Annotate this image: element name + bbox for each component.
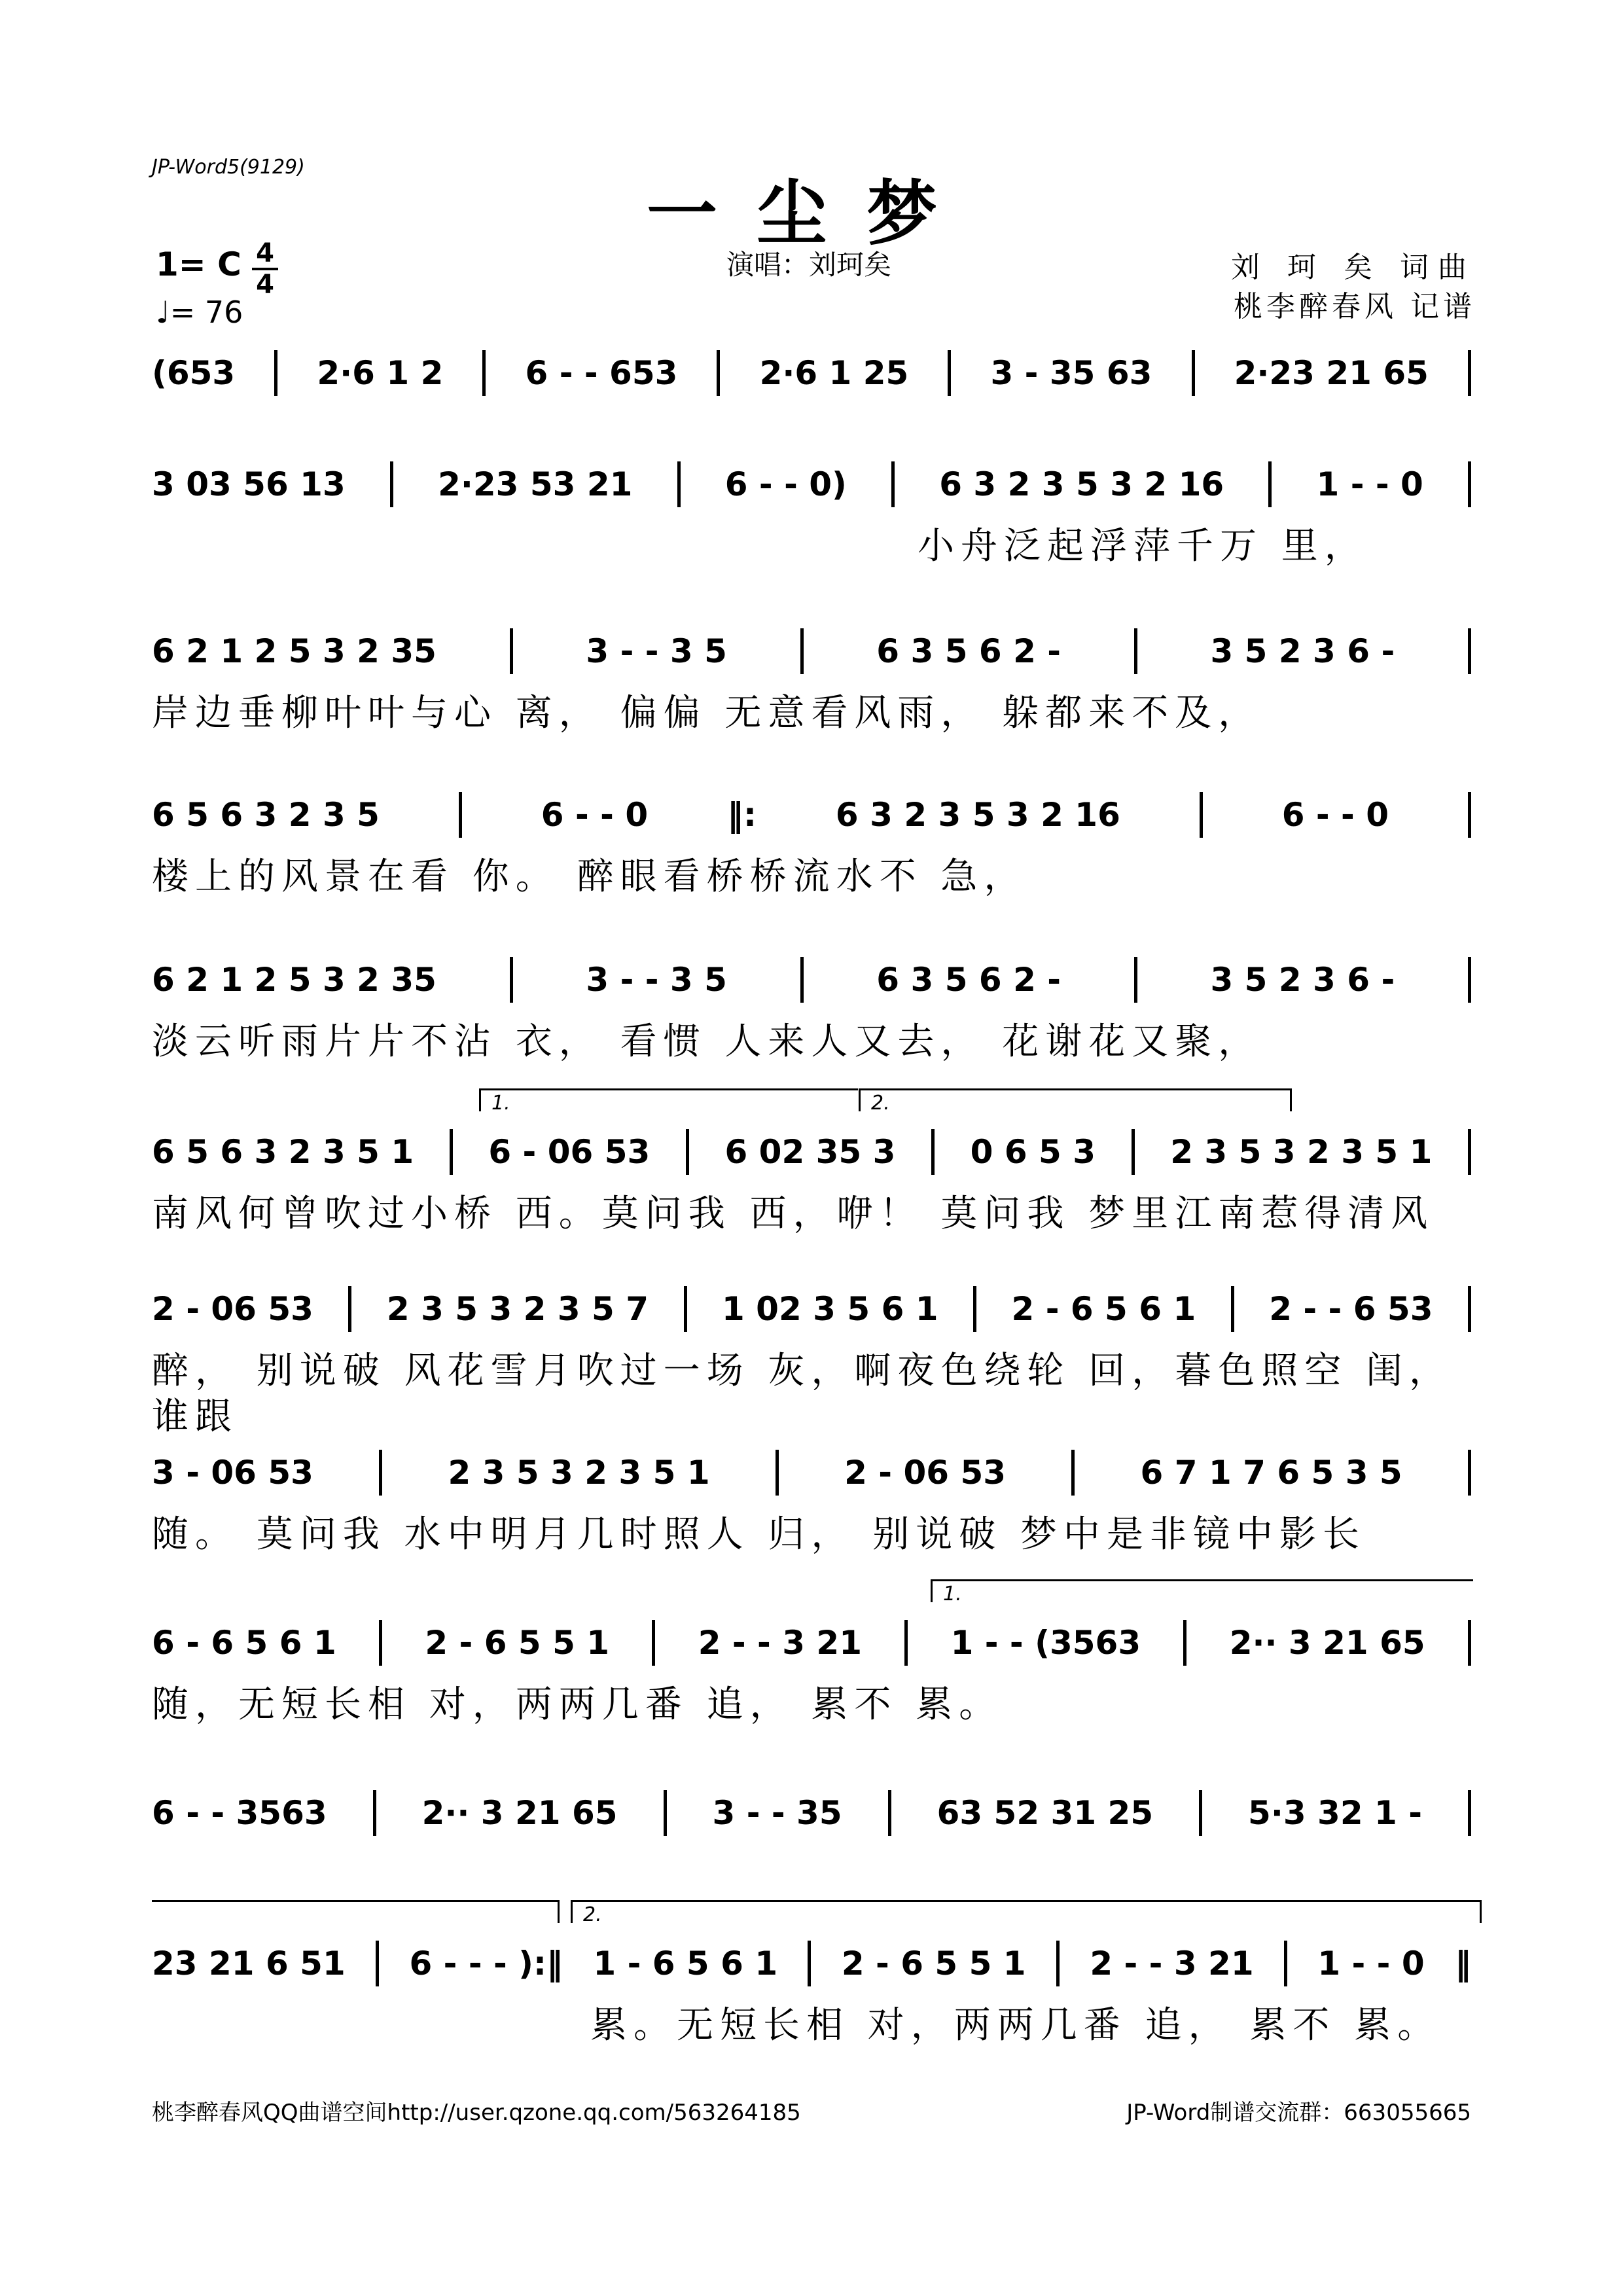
song-title: 一尘梦 [646, 173, 976, 255]
measure: 6 7 1 7 6 5 3 5 [1140, 1454, 1402, 1492]
barline [1134, 957, 1137, 1003]
barline [1071, 1450, 1075, 1496]
barline [1468, 1450, 1471, 1496]
barline [1468, 1790, 1471, 1836]
barline [686, 1129, 689, 1175]
lyrics-line: 岸边垂柳叶叶与心 离， 偏偏 无意看风雨， 躲都来不及， [152, 692, 1262, 734]
barline [891, 461, 895, 507]
measure: 23 21 6 51 [152, 1945, 346, 1982]
barline [931, 1129, 935, 1175]
lyrics-line: 楼上的风景在看 你。 醉眼看桥桥流水不 急， [152, 855, 1027, 898]
notation-row [152, 1450, 1471, 1496]
barline [1468, 350, 1471, 396]
measure: 1 - - (3563 [950, 1624, 1141, 1662]
barline [510, 957, 513, 1003]
barline [1056, 1941, 1060, 1986]
barline [1132, 1129, 1135, 1175]
barline [1134, 628, 1137, 674]
barline [717, 350, 720, 396]
measure: 6 2 1 2 5 3 2 35 [152, 632, 437, 670]
barline [1284, 1941, 1287, 1986]
barline [390, 461, 393, 507]
barline [776, 1450, 779, 1496]
measure: 6 3 5 6 2 - [876, 961, 1061, 999]
measure: (653 [152, 354, 236, 392]
measure: 6 - - 0) [724, 465, 847, 503]
measure: 2 - 6 5 5 1 [841, 1945, 1026, 1982]
measure: 5·3 32 1 - [1248, 1794, 1422, 1832]
barline [1183, 1620, 1186, 1666]
measure: 3 - - 3 5 [586, 961, 727, 999]
transcriber-credit: 桃李醉春风 记谱 [1234, 290, 1476, 323]
lyrics-line: 醉， 别说破 风花雪月吹过一场 灰，啊夜色绕轮 回，暮色照空 闺， 谁跟 [152, 1350, 1453, 1438]
measure: 2·23 21 65 [1234, 354, 1429, 392]
barline [1231, 1286, 1234, 1332]
measure: 2 3 5 3 2 3 5 7 [386, 1290, 649, 1328]
measure: 2·6 1 2 [317, 354, 444, 392]
measure: 6 02 35 3 [724, 1133, 896, 1171]
volta-1: 1. [931, 1579, 1473, 1602]
measure: 2 - 06 53 [844, 1454, 1007, 1492]
footer-source: 桃李醉春风QQ曲谱空间http://user.qzone.qq.com/563264185 [152, 2100, 801, 2126]
measure: 6 - 6 5 6 1 [152, 1624, 336, 1662]
measure: 3 - - 3 5 [586, 632, 727, 670]
barline [684, 1286, 687, 1332]
notation-row [152, 350, 1471, 396]
composer-credit: 刘 珂 矣 词曲 [1231, 251, 1476, 284]
barline [1468, 1129, 1471, 1175]
notation-row [152, 957, 1471, 1003]
measure: 2·· 3 21 65 [1229, 1624, 1425, 1662]
barline [677, 461, 681, 507]
barline [348, 1286, 351, 1332]
final-barline: ‖ [1455, 1945, 1471, 1982]
barline [1468, 1620, 1471, 1666]
barline [888, 1790, 891, 1836]
measure: 2 3 5 3 2 3 5 1 [448, 1454, 710, 1492]
barline [373, 1790, 376, 1836]
barline [379, 1450, 382, 1496]
measure: 6 - - 3563 [152, 1794, 327, 1832]
barline [664, 1790, 667, 1836]
measure: 6 5 6 3 2 3 5 1 [152, 1133, 414, 1171]
measure: 2 - 06 53 [152, 1290, 313, 1328]
measure: 63 52 31 25 [936, 1794, 1154, 1832]
barline [973, 1286, 976, 1332]
barline [1468, 461, 1471, 507]
barline [1192, 350, 1195, 396]
lyrics-line: 随。 莫问我 水中明月几时照人 归， 别说破 梦中是非镜中影长 [152, 1513, 1366, 1556]
measure: 2·6 1 25 [759, 354, 909, 392]
notation-row [152, 1286, 1471, 1332]
measure: 1 - - 0 [1317, 1945, 1425, 1982]
barline [1468, 628, 1471, 674]
measure: 3 - 35 63 [990, 354, 1152, 392]
barline [1199, 1790, 1202, 1836]
measure: 6 3 2 3 5 3 2 16 [939, 465, 1224, 503]
volta-1-continued [152, 1900, 560, 1923]
barline [800, 957, 804, 1003]
barline [379, 1620, 382, 1666]
measure: 2·· 3 21 65 [421, 1794, 618, 1832]
measure: 1 - 6 5 6 1 [593, 1945, 778, 1982]
measure: 6 - - - ):‖ [409, 1945, 563, 1982]
measure: 2 3 5 3 2 3 5 1 [1170, 1133, 1433, 1171]
singer-credit: 演唱：刘珂矣 [726, 249, 892, 281]
barline [948, 350, 951, 396]
notation-row [152, 628, 1471, 674]
barline [459, 792, 462, 838]
measure: 2·23 53 21 [438, 465, 633, 503]
time-signature-bottom: 4 [256, 270, 274, 300]
lyrics-line: 累。无短长相 对，两两几番 追， 累不 累。 [590, 2004, 1441, 2047]
measure: 6 - 06 53 [488, 1133, 651, 1171]
lyrics-line: 南风何曾吹过小桥 西。莫问我 西，咿！ 莫问我 梦里江南惹得清风 [152, 1193, 1435, 1235]
software-label: JP-Word5(9129) [152, 156, 305, 179]
measure: 3 5 2 3 6 - [1210, 961, 1395, 999]
barline [482, 350, 486, 396]
notation-row [152, 461, 1471, 507]
volta-1: 1. [479, 1088, 858, 1111]
barline [800, 628, 804, 674]
notation-row [152, 1941, 1471, 1986]
measure: 6 3 5 6 2 - [876, 632, 1061, 670]
barline [1268, 461, 1272, 507]
notation-row [152, 1620, 1471, 1666]
measure: 3 5 2 3 6 - [1210, 632, 1395, 670]
barline [808, 1941, 811, 1986]
measure: 3 - 06 53 [152, 1454, 313, 1492]
barline [1468, 1286, 1471, 1332]
barline [1468, 957, 1471, 1003]
measure: 3 03 56 13 [152, 465, 346, 503]
footer-group: JP-Word制谱交流群：663055665 [1126, 2100, 1471, 2126]
measure: 2 - 6 5 5 1 [425, 1624, 610, 1662]
barline [1200, 792, 1203, 838]
barline [652, 1620, 655, 1666]
measure: 1 02 3 5 6 1 [721, 1290, 938, 1328]
measure: 6 2 1 2 5 3 2 35 [152, 961, 437, 999]
measure: 2 - - 6 53 [1269, 1290, 1433, 1328]
measure: 3 - - 35 [712, 1794, 842, 1832]
lyrics-line: 淡云听雨片片不沾 衣， 看惯 人来人又去， 花谢花又聚， [152, 1020, 1262, 1063]
barline [450, 1129, 453, 1175]
notation-row [152, 1790, 1471, 1836]
measure: 2 - - 3 21 [1090, 1945, 1254, 1982]
measure: 6 3 2 3 5 3 2 16 [835, 796, 1120, 834]
barline [904, 1620, 908, 1666]
volta-2: 2. [571, 1900, 1482, 1923]
notation-row [152, 1129, 1471, 1175]
measure: 6 - - 0 [1281, 796, 1389, 834]
measure: 6 - - 653 [525, 354, 678, 392]
barline [274, 350, 277, 396]
measure: 6 - - 0 [541, 796, 649, 834]
barline [376, 1941, 379, 1986]
time-signature [252, 239, 278, 299]
repeat-start: ‖: [727, 796, 757, 834]
key-signature: 1= C [156, 245, 241, 283]
lyrics-line: 小舟泛起浮萍千万 里， [918, 525, 1368, 567]
measure: 6 5 6 3 2 3 5 [152, 796, 380, 834]
lyrics-line: 随，无短长相 对，两两几番 追， 累不 累。 [152, 1683, 1003, 1726]
measure: 2 - - 3 21 [698, 1624, 862, 1662]
tempo-marking: ♩= 76 [156, 295, 243, 330]
time-signature-top: 4 [252, 239, 278, 270]
measure: 0 6 5 3 [970, 1133, 1096, 1171]
volta-2: 2. [859, 1088, 1292, 1111]
barline [1468, 792, 1471, 838]
notation-row [152, 792, 1471, 838]
barline [510, 628, 513, 674]
measure: 2 - 6 5 6 1 [1011, 1290, 1196, 1328]
measure: 1 - - 0 [1316, 465, 1423, 503]
